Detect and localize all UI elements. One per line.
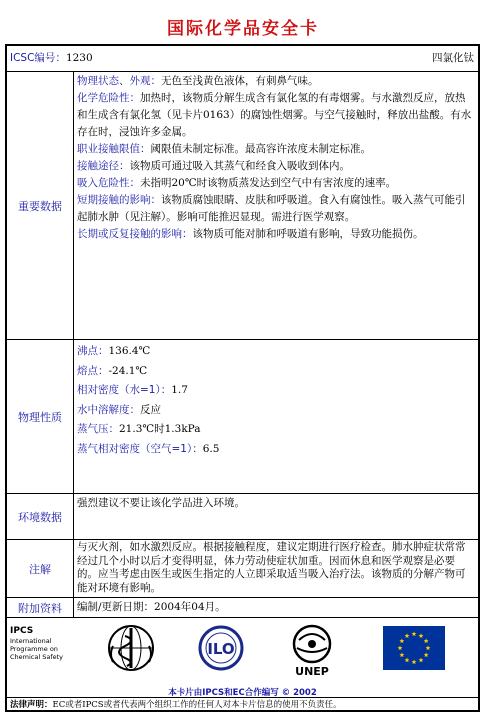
important-item: 化学危险性：加热时，该物质分解生成含有氯化氢的有毒烟雾。与水激烈反应，放热和生成含有氯化氢（见卡片0163）的腐蚀性烟雾。与空气接触时，释放出盐酸。有水存在时，浸蚀许多金属。 — [77, 92, 472, 138]
property-item: 蒸气压：21.3℃时1.3kPa — [77, 423, 201, 435]
property-item: 沸点：136.4℃ — [77, 345, 151, 357]
unep-emblem-icon — [287, 622, 337, 678]
property-item: 熔点：-24.1℃ — [77, 364, 148, 377]
important-item: 物理状态、外观：无色至浅黄色液体，有刺鼻气味。 — [77, 75, 319, 87]
ipcs-logo: IPCS International Programme on Chemical Safety — [10, 626, 64, 661]
physical-properties-label: 物理性质 — [7, 340, 74, 493]
notes-section — [7, 540, 478, 598]
environment-label: 环境数据 — [7, 494, 74, 539]
property-item: 水中溶解度：反应 — [77, 403, 161, 416]
ilo-emblem-icon — [197, 624, 245, 672]
chemical-name: 四氯化钛 — [432, 52, 474, 64]
important-data-content — [75, 72, 476, 339]
notes-text: 与灭火剂，如水激烈反应。根据接触程度，建议定期进行医疗检查。肺水肿症状常常经过几个小时以后才变得明显，体力劳动使症状加重。因而休息和医学观察是必要的。应当考虑由医生或医生指定的人立即采取适当吸入治疗法。该物质的分解产物可能对环境有影响。 — [77, 541, 466, 594]
important-data-section — [7, 72, 478, 340]
page-title: 国际化学品安全卡 — [167, 19, 319, 39]
who-emblem-icon — [105, 622, 157, 674]
unep-text: UNEP — [295, 665, 329, 678]
environment-section — [7, 494, 478, 540]
card-credit: 本卡片由IPCS和EC合作编写 © 2002 — [168, 688, 317, 698]
legal-section — [7, 698, 478, 712]
notes-label: 注解 — [7, 540, 74, 597]
important-item: 吸入危险性：未指明20℃时该物质蒸发达到空气中有害浓度的速率。 — [77, 177, 397, 189]
icsc-number: ICSC编号：1230 — [10, 52, 93, 64]
important-item: 职业接触限值：阈限值未制定标准。最高容许浓度未制定标准。 — [77, 143, 371, 155]
logo-strip — [7, 618, 478, 704]
additional-info-label: 附加资料 — [7, 598, 74, 617]
property-item: 蒸气相对密度（空气=1）：6.5 — [77, 442, 220, 455]
important-item: 长期或反复接触的影响：该物质可能对肺和呼吸道有影响，导致功能损伤。 — [77, 228, 424, 240]
eu-flag-icon — [383, 626, 445, 670]
legal-notice: 法律声明：EC或者IPCS或者代表两个组织工作的任何人对本卡片信息的使用不负责任。 — [10, 700, 342, 710]
environment-text: 强烈建议不要让该化学品进入环境。 — [77, 497, 245, 509]
header-row — [7, 46, 478, 72]
property-item: 相对密度（水=1）：1.7 — [77, 384, 188, 396]
additional-info-section — [7, 598, 478, 618]
ilo-text: ILO — [207, 640, 235, 658]
important-data-label: 重要数据 — [7, 72, 74, 339]
additional-info-text: 编制/更新日期：2004年04月。 — [77, 601, 226, 613]
important-item: 短期接触的影响：该物质腐蚀眼睛、皮肤和呼吸道。食入有腐蚀性。吸入蒸气可能引起肺水肿（见注解）。影响可能推迟显现。需进行医学观察。 — [77, 194, 466, 223]
important-item: 接触途径：该物质可通过吸入其蒸气和经食入吸收到体内。 — [77, 160, 350, 172]
logos-section — [7, 618, 478, 698]
physical-properties-section — [7, 340, 478, 494]
safety-card — [5, 44, 480, 712]
physical-properties-content — [75, 340, 476, 493]
